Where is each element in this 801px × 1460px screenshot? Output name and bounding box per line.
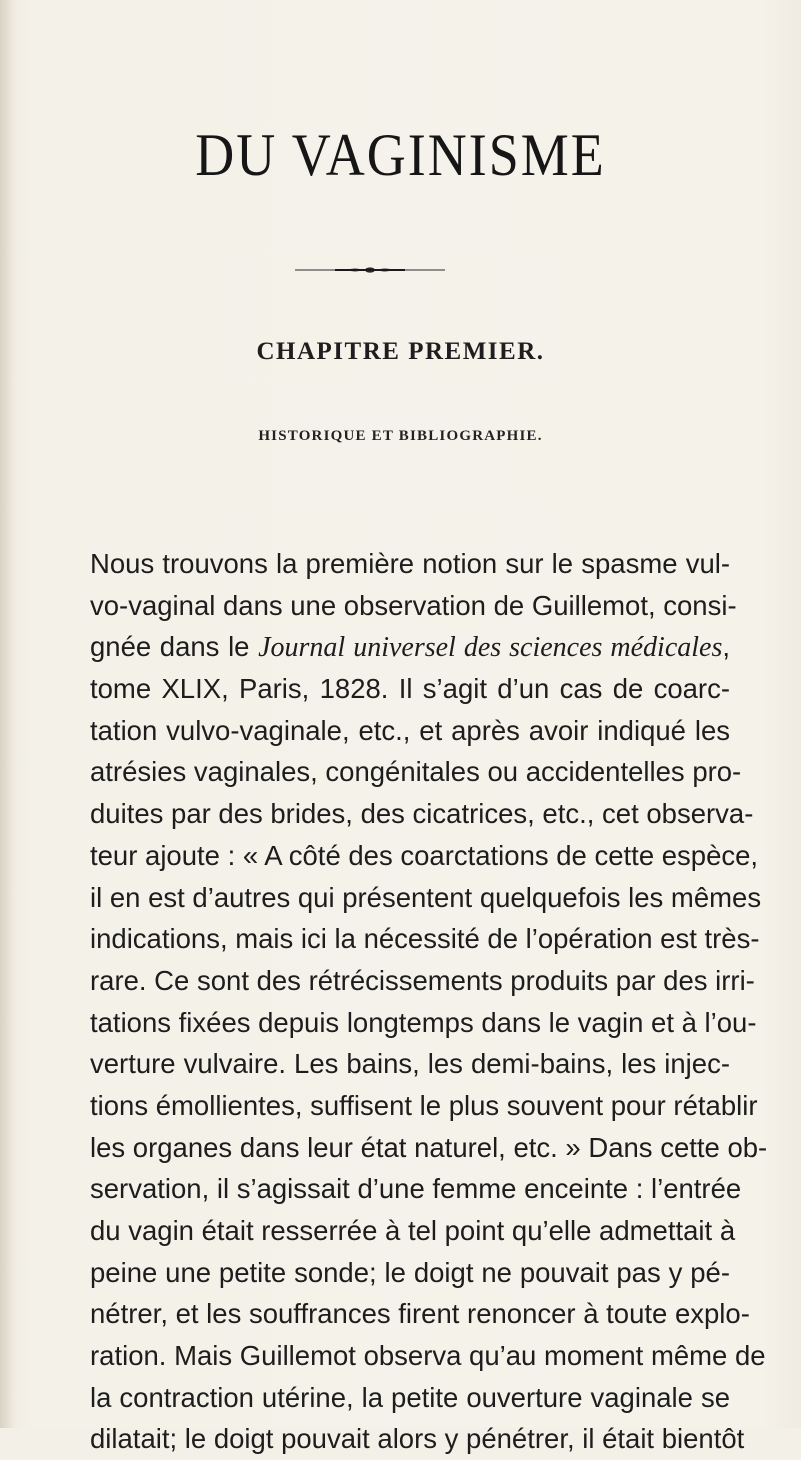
journal-title-italic: Journal universel des sciences médicales <box>258 632 723 664</box>
text-line <box>90 710 730 752</box>
text-segment: la contraction utérine, la petite ouverture vaginale se <box>90 1381 730 1413</box>
text-line <box>90 751 742 793</box>
chapter-subtitle: HISTORIQUE ET BIBLIOGRAPHIE. <box>258 428 543 444</box>
text-line <box>90 1002 757 1044</box>
text-segment: teur ajoute : « A côté des coarctations de cette espèce, <box>90 839 759 871</box>
text-segment: Nous trouvons la première notion sur le spasme vul- <box>90 548 730 579</box>
text-line <box>90 1377 730 1419</box>
text-line <box>90 1252 730 1294</box>
text-segment: verture vulvaire. Les bains, les demi-bains, les injec- <box>90 1048 730 1080</box>
text-segment: tions émollientes, suffisent le plus souvent pour rétablir <box>90 1089 758 1121</box>
text-segment: ration. Mais Guillemot observa qu’au moment même de <box>90 1340 766 1372</box>
text-line <box>90 1168 742 1210</box>
page-gutter-shadow <box>0 0 14 1428</box>
text-line <box>90 960 755 1002</box>
text-line <box>90 793 754 835</box>
text-segment: les organes dans leur état naturel, etc. » Dans cette ob- <box>90 1131 768 1163</box>
text-segment: , <box>722 631 731 663</box>
text-segment: du vagin était resserrée à tel point qu’elle admettait à <box>90 1215 736 1246</box>
text-segment: tome XLIX, Paris, 1828. Il s’agit d’un cas de coarc- <box>90 673 730 705</box>
text-line <box>90 585 737 627</box>
ornamental-rule-icon <box>295 267 445 273</box>
text-line <box>90 1043 730 1085</box>
text-segment: il en est d’autres qui présentent quelquefois les mêmes <box>90 881 762 913</box>
text-line <box>90 1127 768 1169</box>
body-paragraph <box>90 543 768 1460</box>
text-segment: nétrer, et les souffrances firent renoncer à toute explo- <box>90 1298 750 1330</box>
text-segment: atrésies vaginales, congénitales ou accidentelles pro- <box>90 756 742 788</box>
text-segment: gnée dans le <box>90 631 259 663</box>
text-segment: duites par des brides, des cicatrices, etc., cet observa- <box>90 798 754 830</box>
chapter-title: CHAPITRE PREMIER. <box>256 338 545 365</box>
text-segment: indications, mais ici la nécessité de l’opération est très- <box>90 923 760 955</box>
text-segment: peine une petite sonde; le doigt ne pouvait pas y pé- <box>90 1256 730 1288</box>
text-line <box>90 1293 750 1335</box>
text-line <box>90 918 760 960</box>
text-segment: tations fixées depuis longtemps dans le vagin et à l’ou- <box>90 1006 757 1038</box>
text-segment: rare. Ce sont des rétrécissements produits par des irri- <box>90 964 755 996</box>
text-line <box>90 626 730 668</box>
text-line <box>90 1335 766 1377</box>
text-line <box>90 1085 758 1127</box>
text-line <box>90 668 730 710</box>
book-title: DU VAGINISME <box>195 121 606 189</box>
text-segment: tation vulvo-vaginale, etc., et après avoir indiqué les <box>90 714 730 746</box>
text-line <box>90 1418 745 1460</box>
text-line <box>90 543 730 585</box>
text-line <box>90 1210 736 1252</box>
text-segment: dilatait; le doigt pouvait alors y pénétrer, il était bientôt <box>90 1423 745 1455</box>
text-segment: servation, il s’agissait d’une femme enceinte : l’entrée <box>90 1173 742 1205</box>
text-line <box>90 877 762 919</box>
text-segment: vo-vaginal dans une observation de Guillemot, consi- <box>90 589 737 621</box>
text-line <box>90 835 759 877</box>
